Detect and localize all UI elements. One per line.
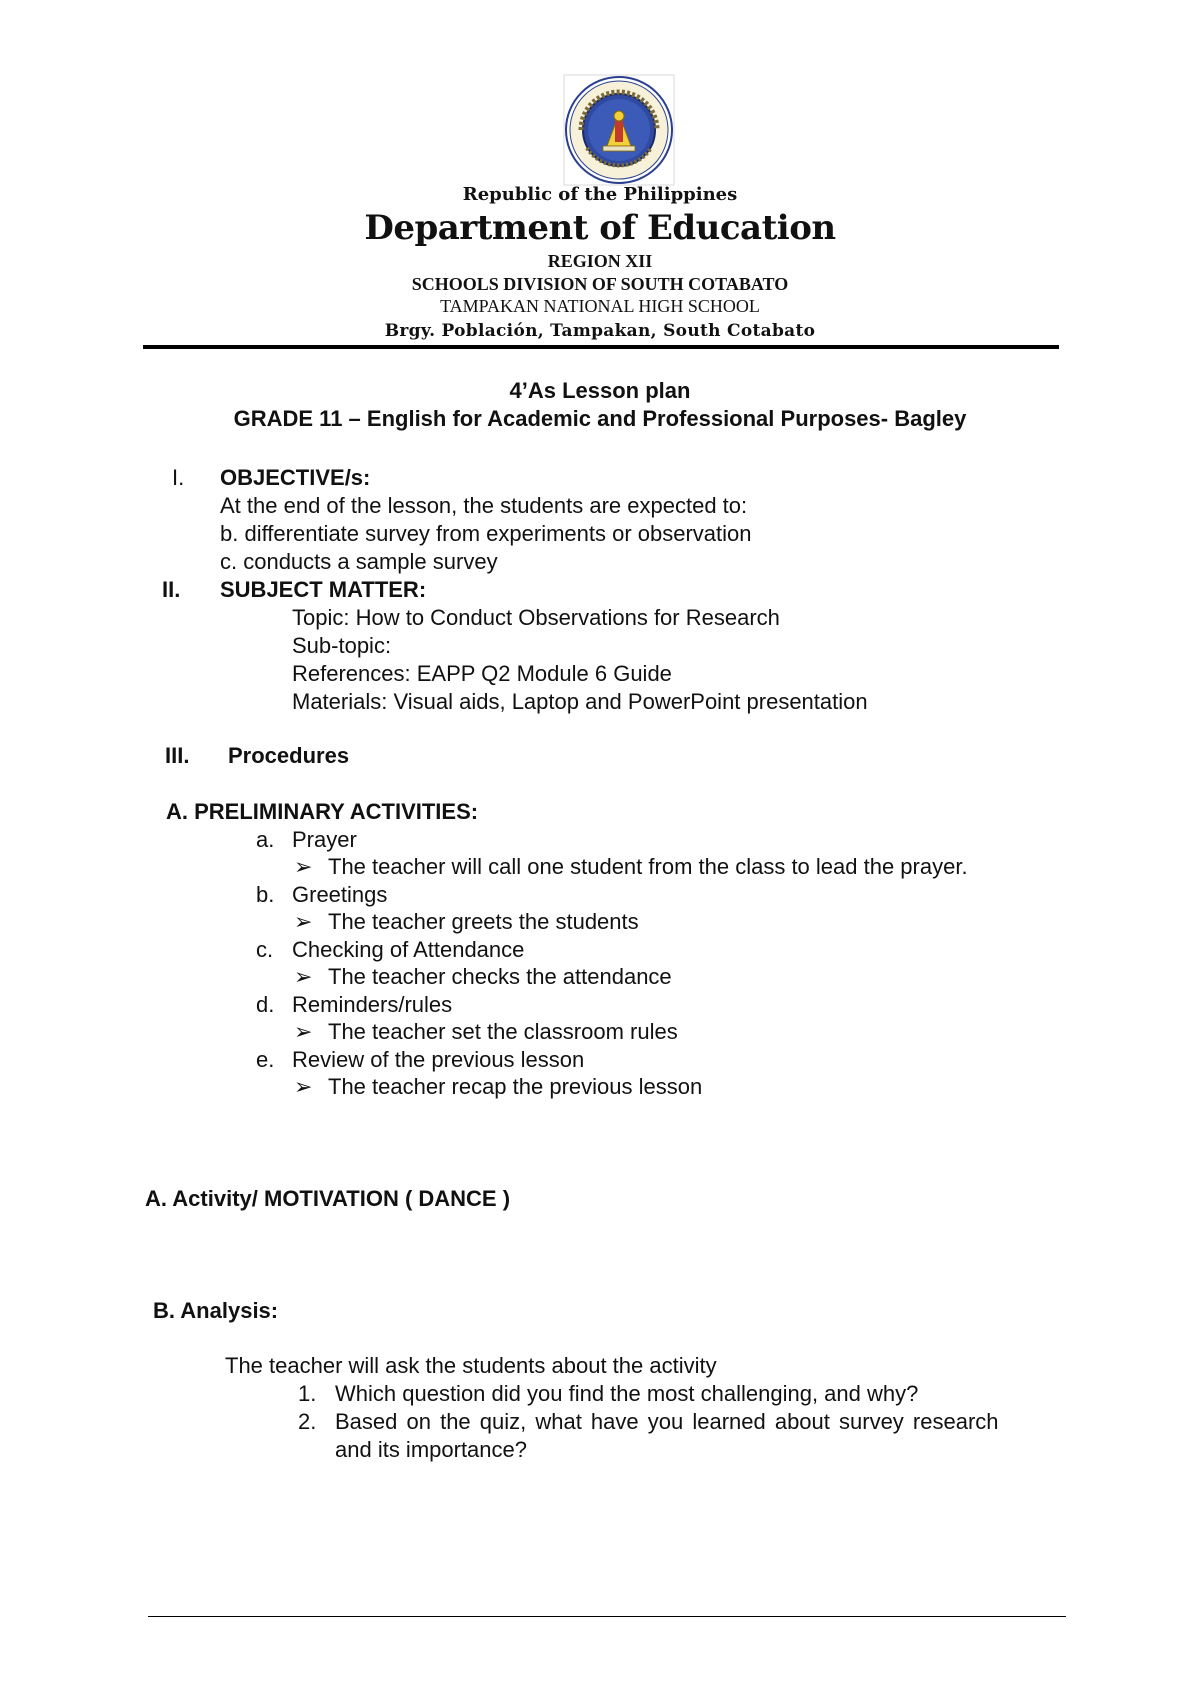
objectives-heading: OBJECTIVE/s: bbox=[220, 465, 371, 490]
activity-motivation-heading: A. Activity/ MOTIVATION ( DANCE ) bbox=[145, 1186, 511, 1211]
procedures-heading: Procedures bbox=[228, 743, 350, 768]
activity-label: Prayer bbox=[292, 827, 357, 852]
grade-subject-title: GRADE 11 – English for Academic and Professional Purposes- Bagley bbox=[233, 406, 967, 431]
activity-letter: b. bbox=[256, 882, 275, 907]
arrowhead-bullet-icon: ➢ bbox=[294, 909, 313, 934]
activity-detail: The teacher recap the previous lesson bbox=[328, 1074, 703, 1099]
analysis-heading: B. Analysis: bbox=[153, 1298, 279, 1323]
objectives-intro: At the end of the lesson, the students are expected to: bbox=[220, 493, 748, 518]
arrowhead-bullet-icon: ➢ bbox=[294, 1019, 313, 1044]
question-number: 1. bbox=[298, 1381, 317, 1406]
activity-label: Review of the previous lesson bbox=[292, 1047, 585, 1072]
activity-label: Greetings bbox=[292, 882, 388, 907]
topic-line: Topic: How to Conduct Observations for Research bbox=[292, 605, 780, 630]
lesson-plan-title: 4’As Lesson plan bbox=[509, 378, 691, 403]
school-address: Brgy. Población, Tampakan, South Cotabato bbox=[384, 321, 816, 341]
activity-detail: The teacher greets the students bbox=[328, 909, 639, 934]
activity-label: Reminders/rules bbox=[292, 992, 453, 1017]
procedures-numeral: III. bbox=[165, 743, 190, 768]
region-line: REGION XII bbox=[547, 251, 653, 271]
footer-divider bbox=[148, 1616, 1066, 1617]
activity-letter: d. bbox=[256, 992, 275, 1017]
arrowhead-bullet-icon: ➢ bbox=[294, 854, 313, 879]
question-text: Based on the quiz, what have you learned about survey research bbox=[335, 1409, 999, 1434]
objective-item: b. differentiate survey from experiments or observation bbox=[220, 521, 752, 546]
header-divider bbox=[143, 345, 1059, 349]
activity-letter: e. bbox=[256, 1047, 275, 1072]
division-line: SCHOOLS DIVISION OF SOUTH COTABATO bbox=[411, 274, 789, 294]
analysis-intro: The teacher will ask the students about the activity bbox=[225, 1353, 717, 1378]
preliminary-heading: A. PRELIMINARY ACTIVITIES: bbox=[166, 799, 479, 824]
question-text: Which question did you find the most challenging, and why? bbox=[335, 1381, 919, 1406]
activity-detail: The teacher checks the attendance bbox=[328, 964, 672, 989]
activity-letter: c. bbox=[256, 937, 274, 962]
question-number: 2. bbox=[298, 1409, 317, 1434]
subtopic-line: Sub-topic: bbox=[292, 633, 392, 658]
activity-detail: The teacher set the classroom rules bbox=[328, 1019, 678, 1044]
objective-item: c. conducts a sample survey bbox=[220, 549, 498, 574]
arrowhead-bullet-icon: ➢ bbox=[294, 1074, 313, 1099]
activity-label: Checking of Attendance bbox=[292, 937, 525, 962]
references-line: References: EAPP Q2 Module 6 Guide bbox=[292, 661, 672, 686]
subject-matter-heading: SUBJECT MATTER: bbox=[220, 577, 427, 602]
deped-seal-icon bbox=[563, 74, 675, 186]
school-name: TAMPAKAN NATIONAL HIGH SCHOOL bbox=[440, 296, 760, 316]
question-text-continued: and its importance? bbox=[335, 1437, 527, 1462]
subject-matter-numeral: II. bbox=[162, 577, 181, 602]
activity-detail: The teacher will call one student from the class to lead the prayer. bbox=[328, 854, 968, 879]
republic-line: Republic of the Philippines bbox=[462, 184, 738, 205]
materials-line: Materials: Visual aids, Laptop and PowerPoint presentation bbox=[292, 689, 868, 714]
objectives-numeral: I. bbox=[172, 465, 185, 490]
activity-letter: a. bbox=[256, 827, 275, 852]
department-name: Department of Education bbox=[364, 208, 836, 248]
arrowhead-bullet-icon: ➢ bbox=[294, 964, 313, 989]
